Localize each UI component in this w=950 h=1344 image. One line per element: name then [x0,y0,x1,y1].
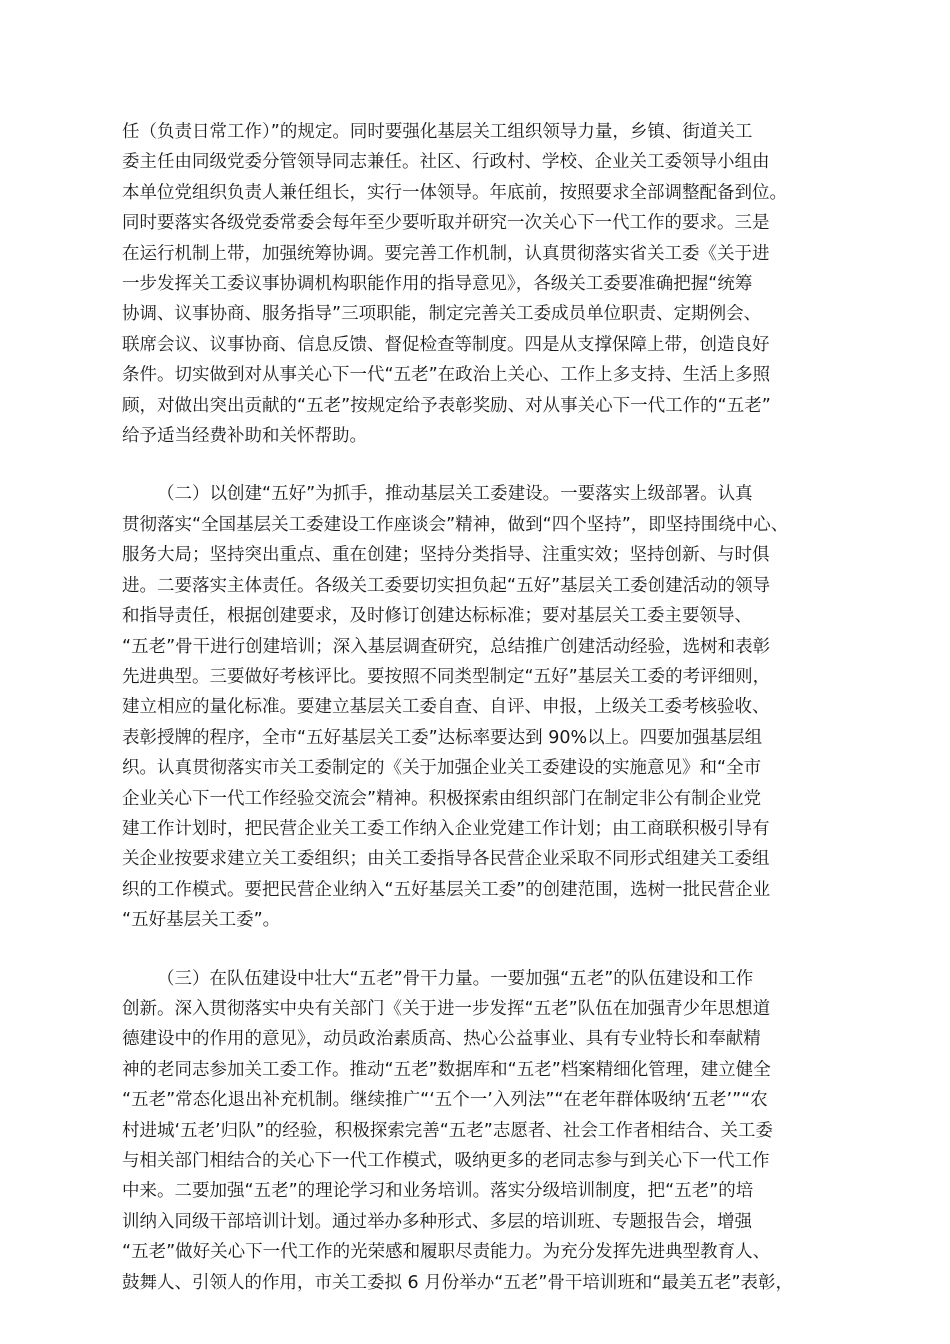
text-line: 织的工作模式。要把民营企业纳入“五好基层关工委”的创建范围，选树一批民营企业 [122,879,771,900]
text-line: 给予适当经费补助和关怀帮助。 [122,426,367,447]
text-line: 建工作计划时，把民营企业关工委工作纳入企业党建工作计划；由工商联积极引导有 [122,818,770,839]
document-page [122,117,840,1298]
text-line: 建立相应的量化标准。要建立基层关工委自查、自评、申报，上级关工委考核验收、 [122,697,770,718]
text-line: 神的老同志参加关工委工作。推动“五老”数据库和“五老”档案精细化管理，建立健全 [122,1059,771,1080]
text-line: “五老”做好关心下一代工作的光荣感和履职尽责能力。为充分发挥先进典型教育人、 [122,1242,771,1263]
text-line: 表彰授牌的程序，全市“五好基层关工委”达标率要达到 90%以上。四要加强基层组 [122,727,763,748]
text-line: “五老”常态化退出补充机制。继续推广“‘五个一’入列法”“在老年群体吸纳‘五老’”“农 [122,1090,768,1111]
text-line: 企业关心下一代工作经验交流会”精神。积极探索由组织部门在制定非公有制企业党 [122,788,762,809]
text-line: 进。二要落实主体责任。各级关工委要切实担负起“五好”基层关工委创建活动的领导 [122,575,771,596]
text-line: 同时要落实各级党委常委会每年至少要听取并研究一次关心下一代工作的要求。三是 [122,213,770,234]
text-line: 委主任由同级党委分管领导同志兼任。社区、行政村、学校、企业关工委领导小组由 [122,152,770,173]
paragraph-2 [122,479,840,935]
text-line: 鼓舞人、引领人的作用，市关工委拟 6 月份举办“五老”骨干培训班和“最美五老”表彰， [122,1272,794,1293]
text-line: 服务大局；坚持突出重点、重在创建；坚持分类指导、注重实效；坚持创新、与时俱 [122,545,770,566]
text-line: 村进城‘五老’归队”的经验，积极探索完善“五老”志愿者、社会工作者相结合、关工委 [122,1120,773,1141]
text-line: 贯彻落实“全国基层关工委建设工作座谈会”精神，做到“四个坚持”，即坚持围绕中心、 [122,514,789,535]
text-line: 本单位党组织负责人兼任组长，实行一体领导。年底前，按照要求全部调整配备到位。 [122,182,787,203]
text-line-indented: （二）以创建“五好”为抓手，推动基层关工委建设。一要落实上级部署。认真 [157,484,753,505]
text-line: 中来。二要加强“五老”的理论学习和业务培训。落实分级培训制度，把“五老”的培 [122,1181,754,1202]
text-line: 关企业按要求建立关工委组织；由关工委指导各民营企业采取不同形式组建关工委组 [122,849,770,870]
text-line: 和指导责任，根据创建要求，及时修订创建达标标准；要对基层关工委主要领导、 [122,606,752,627]
text-line: 织。认真贯彻落实市关工委制定的《关于加强企业关工委建设的实施意见》和“全市 [122,758,762,779]
paragraph-3 [122,964,840,1298]
text-line: “五好基层关工委”。 [122,910,281,931]
text-line: 创新。深入贯彻落实中央有关部门《关于进一步发挥“五老”队伍在加强青少年思想道 [122,998,771,1019]
text-line: 训纳入同级干部培训计划。通过举办多种形式、多层的培训班、专题报告会，增强 [122,1211,752,1232]
text-line: 与相关部门相结合的关心下一代工作模式，吸纳更多的老同志参与到关心下一代工作 [122,1151,770,1171]
text-line: 在运行机制上带，加强统筹协调。要完善工作机制，认真贯彻落实省关工委《关于进 [122,243,770,264]
text-line: 联席会议、议事协商、信息反馈、督促检查等制度。四是从支撑保障上带，创造良好 [122,334,770,355]
text-line-indented: （三）在队伍建设中壮大“五老”骨干力量。一要加强“五老”的队伍建设和工作 [157,968,754,989]
text-line: 先进典型。三要做好考核评比。要按照不同类型制定“五好”基层关工委的考评细则， [122,666,771,687]
text-line: 条件。切实做到对从事关心下一代“五老”在政治上关心、工作上多支持、生活上多照 [122,365,771,386]
text-line: 协调、议事协商、服务指导”三项职能，制定完善关工委成员单位职责、定期例会、 [122,304,762,325]
paragraph-1 [122,117,840,451]
text-line: 一步发挥关工委议事协调机构职能作用的指导意见》，各级关工委要准确把握“统筹 [122,274,753,295]
text-line: 任（负责日常工作）”的规定。同时要强化基层关工组织领导力量，乡镇、街道关工 [122,122,753,142]
text-line: “五老”骨干进行创建培训；深入基层调查研究，总结推广创建活动经验，选树和表彰 [122,636,771,657]
text-line: 德建设中的作用的意见》，动员政治素质高、热心公益事业、具有专业特长和奉献精 [122,1029,761,1050]
text-line: 顾，对做出突出贡献的“五老”按规定给予表彰奖励、对从事关心下一代工作的“五老” [122,395,771,416]
